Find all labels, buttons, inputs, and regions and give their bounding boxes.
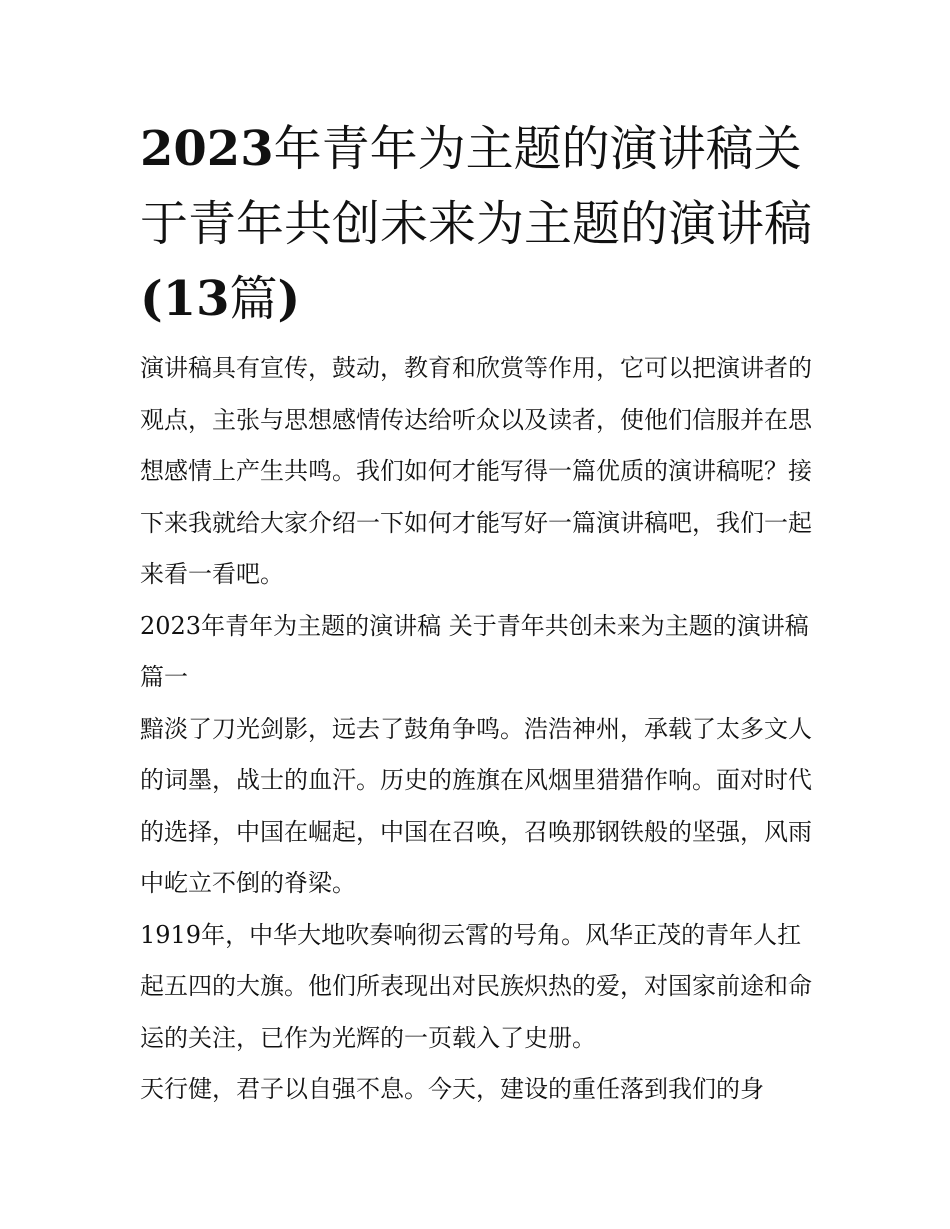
title-year: 2023	[140, 121, 274, 177]
intro-paragraph: 演讲稿具有宣传，鼓动，教育和欣赏等作用，它可以把演讲者的观点，主张与思想感情传达给听众以及读者，使他们信服并在思想感情上产生共鸣。我们如何才能写得一篇优质的演讲稿呢？接下来我就给大家介绍一下如何才能写好一篇演讲稿吧，我们一起来看一看吧。	[140, 354, 812, 588]
document-title	[140, 112, 815, 337]
document-page	[140, 112, 815, 1116]
section-heading: 2023年青年为主题的演讲稿 关于青年共创未来为主题的演讲稿篇一	[140, 611, 809, 691]
body-paragraph-3: 天行健，君子以自强不息。今天，建设的重任落到我们的身	[140, 1075, 764, 1103]
title-count-unit: 篇	[229, 271, 278, 327]
title-count-open: (13	[140, 271, 230, 327]
title-count-close: )	[277, 271, 301, 327]
title-text: 年青年为主题的演讲稿关于青年共创未来为主题的演讲稿	[140, 121, 813, 252]
body-paragraph-1: 黯淡了刀光剑影，远去了鼓角争鸣。浩浩神州，承载了太多文人的词墨，战士的血汗。历史的旌旗在风烟里猎猎作响。面对时代的选择，中国在崛起，中国在召唤，召唤那钢铁般的坚强，风雨中屹立不倒的脊梁。	[140, 714, 812, 897]
document-body	[140, 343, 815, 1116]
body-paragraph-2: 1919年，中华大地吹奏响彻云霄的号角。风华正茂的青年人扛起五四的大旗。他们所表现出对民族炽热的爱，对国家前途和命运的关注，已作为光辉的一页载入了史册。	[140, 920, 812, 1052]
